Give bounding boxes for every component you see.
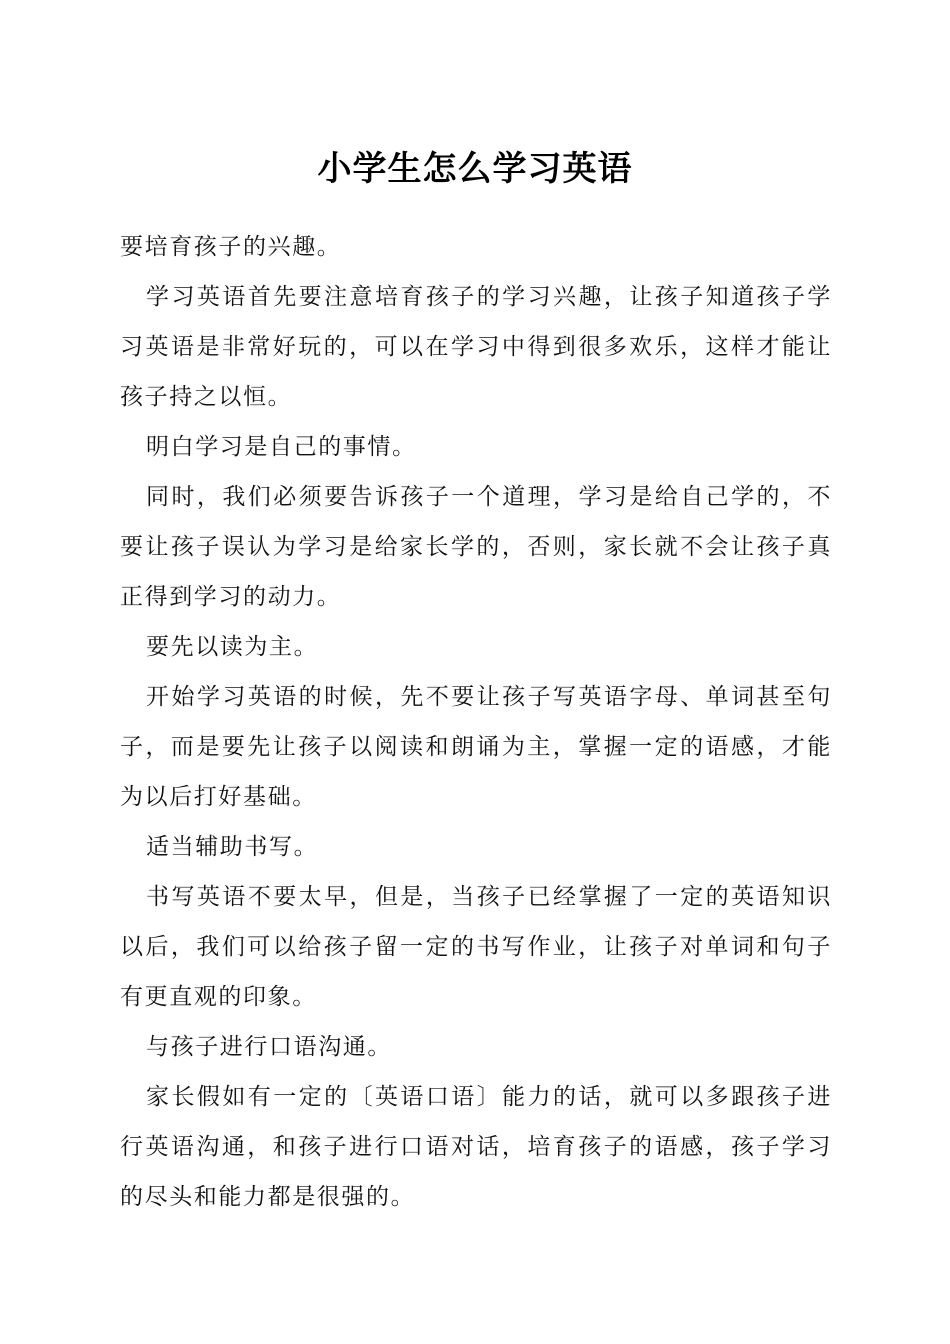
paragraph-heading-speaking: 与孩子进行口语沟通。 — [146, 1034, 392, 1060]
document-body — [120, 222, 832, 1222]
paragraph-heading-interest: 要培育孩子的兴趣。 — [120, 234, 342, 260]
paragraph-heading-own-matter: 明白学习是自己的事情。 — [146, 434, 417, 460]
paragraph-own-matter: 同时，我们必须要告诉孩子一个道理，学习是给自己学的，不要让孩子误认为学习是给家长学的，否则，家长就不会让孩子真正得到学习的动力。 — [120, 484, 832, 610]
paragraph-heading-reading: 要先以读为主。 — [146, 634, 319, 660]
paragraph-writing: 书写英语不要太早，但是，当孩子已经掌握了一定的英语知识以后，我们可以给孩子留一定的书写作业，让孩子对单词和句子有更直观的印象。 — [120, 884, 832, 1010]
paragraph-interest: 学习英语首先要注意培育孩子的学习兴趣，让孩子知道孩子学习英语是非常好玩的，可以在学习中得到很多欢乐，这样才能让孩子持之以恒。 — [120, 284, 832, 410]
paragraph-speaking: 家长假如有一定的〔英语口语〕能力的话，就可以多跟孩子进行英语沟通，和孩子进行口语对话，培育孩子的语感，孩子学习的尽头和能力都是很强的。 — [120, 1084, 832, 1210]
document-title: 小学生怎么学习英语 — [317, 149, 633, 189]
paragraph-heading-writing: 适当辅助书写。 — [146, 834, 319, 860]
paragraph-reading: 开始学习英语的时候，先不要让孩子写英语字母、单词甚至句子，而是要先让孩子以阅读和朗诵为主，掌握一定的语感，才能为以后打好基础。 — [120, 684, 832, 810]
